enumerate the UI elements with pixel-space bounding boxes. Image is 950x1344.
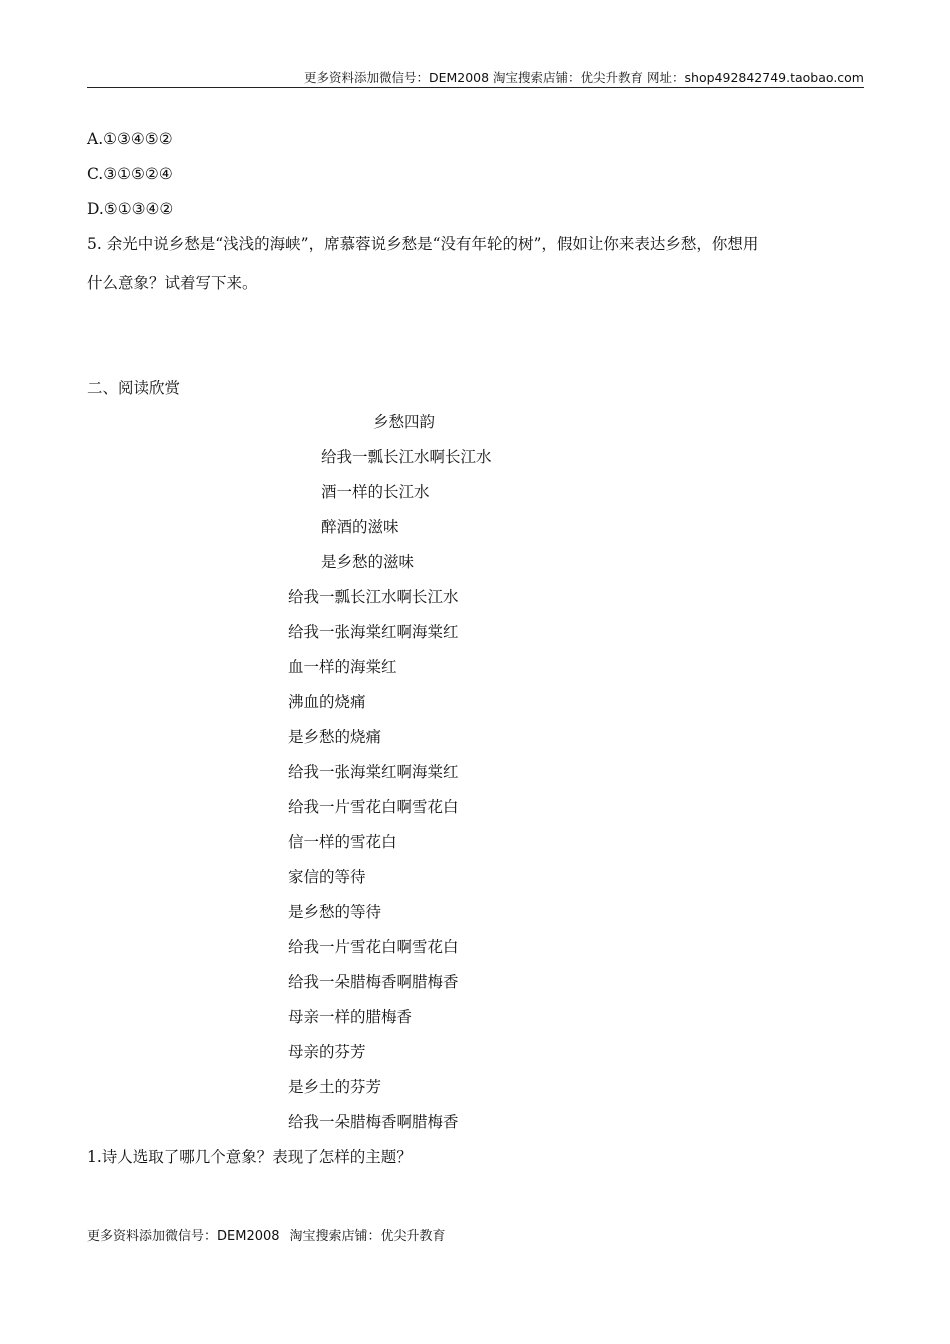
poem-line: 给我一张海棠红啊海棠红 <box>288 623 459 641</box>
header-divider <box>87 87 864 88</box>
section-title: 二、阅读欣赏 <box>87 379 181 397</box>
page-footer <box>87 1227 446 1246</box>
poem-line: 给我一瓢长江水啊长江水 <box>288 588 459 606</box>
poem-line: 家信的等待 <box>288 868 366 886</box>
poem-line: 给我一朵腊梅香啊腊梅香 <box>288 1113 459 1131</box>
poem-title: 乡愁四韵 <box>373 413 436 431</box>
poem-line: 母亲一样的腊梅香 <box>288 1008 413 1026</box>
footer-wechat: 更多资料添加微信号：DEM2008 <box>87 1229 280 1244</box>
poem-line: 给我一朵腊梅香啊腊梅香 <box>288 973 459 991</box>
question-5-line-2: 什么意象？试着写下来。 <box>87 274 258 292</box>
poem-line: 醉酒的滋味 <box>321 518 399 536</box>
poem-line: 信一样的雪花白 <box>288 833 397 851</box>
option-d: D.⑤①③④② <box>87 200 174 218</box>
poem-line: 是乡愁的烧痛 <box>288 728 382 746</box>
poem-line: 是乡愁的滋味 <box>321 553 415 571</box>
question-1: 1.诗人选取了哪几个意象？表现了怎样的主题？ <box>87 1148 412 1166</box>
option-c: C.③①⑤②④ <box>87 165 173 183</box>
poem-line: 是乡愁的等待 <box>288 903 382 921</box>
poem-line: 是乡土的芬芳 <box>288 1078 382 1096</box>
poem-line: 给我一张海棠红啊海棠红 <box>288 763 459 781</box>
poem-line: 给我一片雪花白啊雪花白 <box>288 798 459 816</box>
option-a: A.①③④⑤② <box>87 130 173 148</box>
question-5-line-1: 5. 余光中说乡愁是“浅浅的海峡”，席慕蓉说乡愁是“没有年轮的树”，假如让你来表达乡愁，你想用 <box>87 235 759 253</box>
poem-line: 血一样的海棠红 <box>288 658 397 676</box>
poem-line: 给我一瓢长江水啊长江水 <box>321 448 492 466</box>
poem-line: 给我一片雪花白啊雪花白 <box>288 938 459 956</box>
footer-shop: 淘宝搜索店铺：优尖升教育 <box>289 1229 446 1244</box>
poem-line: 沸血的烧痛 <box>288 693 366 711</box>
page-header: 更多资料添加微信号：DEM2008 淘宝搜索店铺：优尖升教育 网址：shop492842749.taobao.com <box>303 70 864 85</box>
poem-line: 酒一样的长江水 <box>321 483 430 501</box>
poem-line: 母亲的芬芳 <box>288 1043 366 1061</box>
